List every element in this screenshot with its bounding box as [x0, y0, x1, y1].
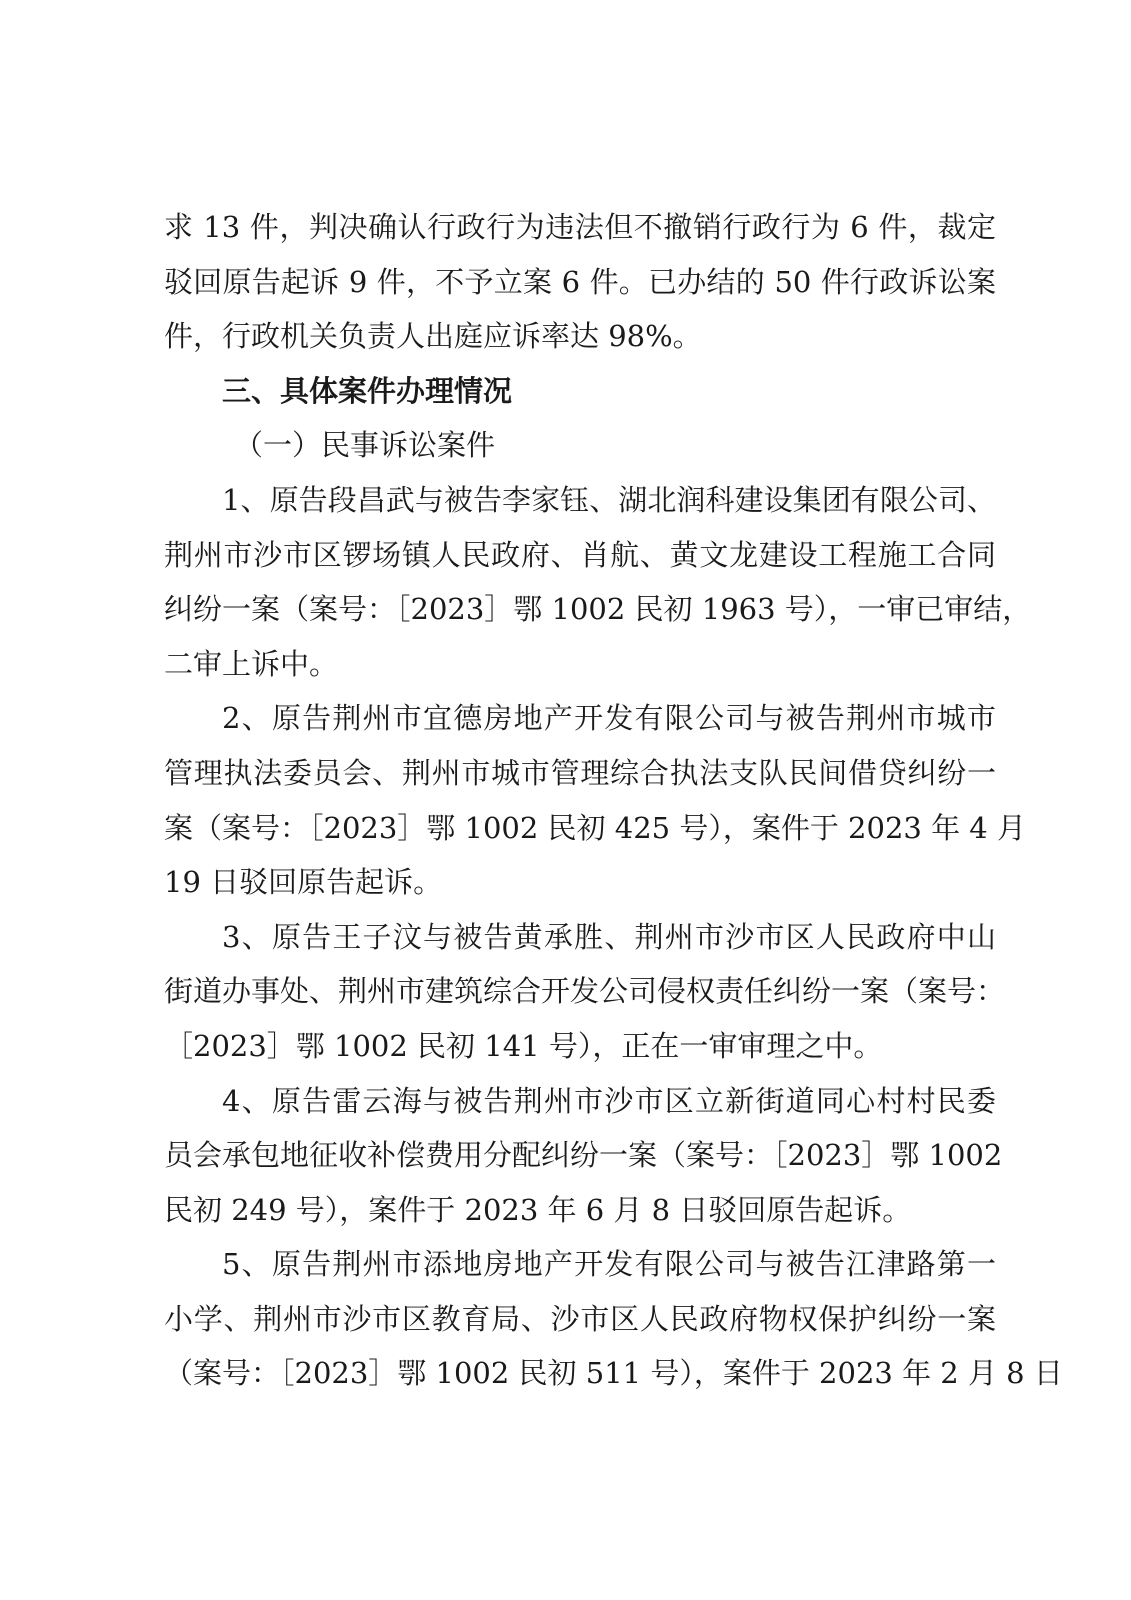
body-text: [164, 200, 1063, 1401]
case-3-line: 3、原告王子汶与被告黄承胜、荆州市沙市区人民政府中山: [222, 919, 996, 954]
paragraph-line: 求 13 件，判决确认行政行为违法但不撤销行政行为 6 件，裁定: [164, 210, 996, 244]
section-heading: 三、具体案件办理情况: [222, 373, 513, 408]
case-2-line: 2、原告荆州市宜德房地产开发有限公司与被告荆州市城市: [222, 701, 996, 736]
case-4-line: 民初 249 号），案件于 2023 年 6 月 8 日驳回原告起诉。: [164, 1192, 912, 1227]
case-4-line: 员会承包地征收补偿费用分配纠纷一案（案号：［2023］鄂 1002: [164, 1138, 1003, 1173]
case-1-line: 1、原告段昌武与被告李家钰、湖北润科建设集团有限公司、: [222, 482, 996, 517]
paragraph-line: 驳回原告起诉 9 件，不予立案 6 件。已办结的 50 件行政诉讼案: [164, 264, 996, 299]
subsection-heading: （一）民事诉讼案件: [234, 428, 496, 463]
case-3-line: 街道办事处、荆州市建筑综合开发公司侵权责任纠纷一案（案号：: [164, 974, 1006, 1009]
paragraph-line: 件，行政机关负责人出庭应诉率达 98%。: [164, 319, 702, 354]
case-1-line: 纠纷一案（案号：［2023］鄂 1002 民初 1963 号），一审已审结，: [164, 592, 1032, 627]
case-4-line: 4、原告雷云海与被告荆州市沙市区立新街道同心村村民委: [222, 1083, 996, 1118]
case-5-line: 5、原告荆州市添地房地产开发有限公司与被告江津路第一: [222, 1247, 996, 1282]
case-1-line: 荆州市沙市区锣场镇人民政府、肖航、黄文龙建设工程施工合同: [164, 537, 996, 572]
case-1-line: 二审上诉中。: [164, 646, 339, 681]
case-5-line: 小学、荆州市沙市区教育局、沙市区人民政府物权保护纠纷一案: [164, 1301, 996, 1336]
case-5-line: （案号：［2023］鄂 1002 民初 511 号），案件于 2023 年 2 月 8 日: [164, 1356, 1063, 1391]
case-3-line: ［2023］鄂 1002 民初 141 号），正在一审审理之中。: [164, 1028, 883, 1063]
case-2-line: 19 日驳回原告起诉。: [164, 865, 443, 900]
case-2-line: 管理执法委员会、荆州市城市管理综合执法支队民间借贷纠纷一: [164, 755, 996, 790]
case-2-line: 案（案号：［2023］鄂 1002 民初 425 号），案件于 2023 年 4 月: [164, 810, 1026, 845]
